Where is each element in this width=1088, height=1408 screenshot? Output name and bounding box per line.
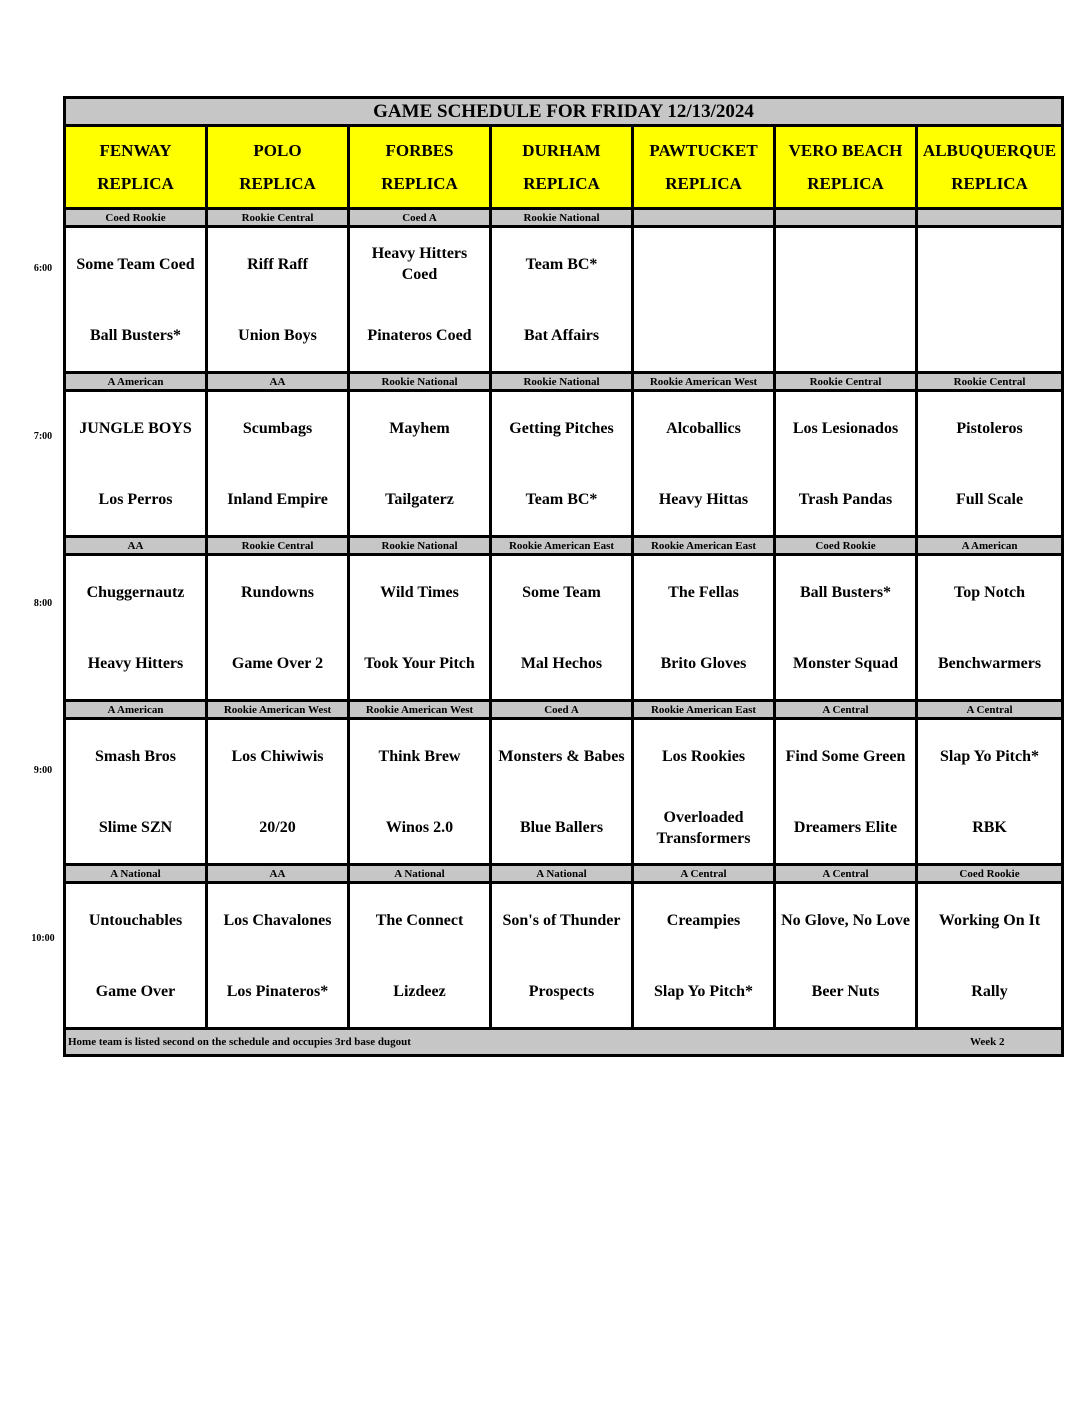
division-label	[633, 209, 775, 227]
division-label: AA	[207, 865, 349, 883]
home-team	[353, 628, 486, 699]
home-team-name: Bat Affairs	[523, 327, 600, 344]
away-team	[353, 392, 486, 464]
away-team-name: Los Chiwiwis	[231, 747, 324, 765]
away-team-name: Scumbags	[242, 419, 313, 437]
game-cell	[491, 391, 633, 537]
away-team-name: Mayhem	[389, 419, 450, 437]
division-label: Coed Rookie	[917, 865, 1063, 883]
game-cell	[633, 719, 775, 865]
division-label: Rookie National	[349, 537, 491, 555]
division-label: Rookie American West	[349, 701, 491, 719]
home-team-name: Rally	[971, 983, 1008, 1000]
home-team-name: Overloaded Transformers	[656, 808, 751, 847]
division-label: A Central	[633, 865, 775, 883]
schedule-table	[63, 96, 1064, 1057]
home-team	[637, 628, 770, 699]
division-label: A National	[65, 865, 207, 883]
away-team	[921, 392, 1058, 464]
home-team-name: Took Your Pitch	[364, 655, 475, 672]
home-team-name: Heavy Hittas	[658, 491, 749, 508]
venue-sub: REPLICA	[665, 174, 742, 193]
home-team-name: Game Over	[95, 983, 176, 1000]
home-team	[495, 628, 628, 699]
home-team-name: Brito Gloves	[660, 655, 747, 672]
division-label: A American	[65, 701, 207, 719]
home-team	[921, 628, 1058, 699]
away-team	[69, 556, 202, 628]
game-cell	[491, 883, 633, 1029]
away-team	[921, 720, 1058, 792]
away-team-name: Riff Raff	[247, 255, 308, 273]
away-team	[637, 556, 770, 628]
home-team-name: Slime SZN	[98, 819, 173, 836]
home-team	[353, 464, 486, 535]
away-team	[69, 228, 202, 300]
venue-header	[65, 126, 207, 209]
game-cell	[917, 391, 1063, 537]
away-team	[211, 392, 344, 464]
away-team	[637, 720, 770, 792]
title-row	[65, 98, 1063, 126]
games-row	[65, 555, 1063, 701]
away-team-name: Monsters & Babes	[498, 747, 625, 765]
game-cell	[207, 883, 349, 1029]
games-row	[65, 719, 1063, 865]
home-team-name: Ball Busters*	[89, 327, 182, 344]
time-label: 8:00	[33, 598, 53, 609]
game-cell	[349, 391, 491, 537]
home-team-name: Inland Empire	[227, 491, 328, 508]
away-team	[495, 720, 628, 792]
division-label: AA	[207, 373, 349, 391]
home-team	[921, 792, 1058, 863]
division-label: Rookie National	[491, 373, 633, 391]
home-team	[779, 628, 912, 699]
home-team	[779, 792, 912, 863]
game-cell	[633, 555, 775, 701]
away-team	[779, 556, 912, 628]
division-label: Rookie American West	[207, 701, 349, 719]
home-team	[921, 956, 1058, 1027]
game-cell	[917, 883, 1063, 1029]
away-team	[211, 556, 344, 628]
away-team-name: Find Some Green	[785, 747, 906, 765]
division-label: Rookie Central	[917, 373, 1063, 391]
venue-sub: REPLICA	[807, 174, 884, 193]
home-team	[921, 300, 1058, 371]
home-team-name: Beer Nuts	[811, 983, 880, 1000]
game-cell	[65, 391, 207, 537]
game-cell	[349, 883, 491, 1029]
away-team	[637, 884, 770, 956]
division-label: A Central	[775, 701, 917, 719]
away-team	[211, 228, 344, 300]
away-team-name: Working On It	[938, 911, 1041, 929]
away-team-name: Rundowns	[241, 583, 314, 601]
venue-name: FORBES	[385, 141, 454, 160]
home-team-name: Trash Pandas	[798, 491, 893, 508]
away-team	[779, 720, 912, 792]
home-team-name: Union Boys	[238, 327, 317, 344]
home-team	[495, 464, 628, 535]
away-team-name: Wild Times	[380, 583, 459, 601]
game-cell	[775, 227, 917, 373]
venue-name: POLO	[253, 141, 302, 160]
away-team-name: Think Brew	[378, 747, 461, 765]
game-cell	[207, 719, 349, 865]
home-team	[69, 464, 202, 535]
division-label: AA	[65, 537, 207, 555]
home-team	[211, 628, 344, 699]
away-team-name: Son's of Thunder	[502, 911, 621, 929]
away-team-name: Team BC*	[525, 255, 598, 273]
away-team	[921, 556, 1058, 628]
venue-name: PAWTUCKET	[649, 141, 758, 160]
division-label: Rookie National	[491, 209, 633, 227]
home-team	[69, 792, 202, 863]
division-label: Rookie American East	[491, 537, 633, 555]
home-team	[921, 464, 1058, 535]
games-row	[65, 227, 1063, 373]
away-team-name: The Connect	[375, 911, 464, 929]
game-cell	[633, 883, 775, 1029]
away-team	[495, 884, 628, 956]
division-label: A American	[917, 537, 1063, 555]
division-row	[65, 701, 1063, 719]
venue-sub: REPLICA	[97, 174, 174, 193]
home-team	[69, 628, 202, 699]
venue-sub: REPLICA	[523, 174, 600, 193]
away-team	[353, 720, 486, 792]
venue-sub: REPLICA	[239, 174, 316, 193]
home-team	[779, 464, 912, 535]
venue-name: DURHAM	[522, 141, 601, 160]
division-label: A National	[349, 865, 491, 883]
schedule-title: GAME SCHEDULE FOR FRIDAY 12/13/2024	[65, 98, 1063, 126]
away-team	[637, 228, 770, 300]
game-cell	[917, 555, 1063, 701]
venue-sub: REPLICA	[381, 174, 458, 193]
game-cell	[65, 883, 207, 1029]
home-team-name: Winos 2.0	[385, 819, 454, 836]
away-team-name: Heavy Hitters Coed	[371, 245, 468, 283]
home-team-name: Team BC*	[525, 491, 598, 508]
game-cell	[775, 719, 917, 865]
home-team	[637, 300, 770, 371]
division-row	[65, 209, 1063, 227]
game-cell	[65, 555, 207, 701]
venue-sub: REPLICA	[951, 174, 1028, 193]
away-team-name: Los Chavalones	[223, 911, 332, 929]
home-team-name: RBK	[972, 819, 1007, 836]
away-team	[921, 228, 1058, 300]
home-team	[211, 300, 344, 371]
away-team	[495, 228, 628, 300]
home-team-name: Game Over 2	[231, 655, 324, 672]
away-team	[779, 884, 912, 956]
home-team	[637, 464, 770, 535]
venue-name: ALBUQUERQUE	[922, 141, 1057, 160]
division-label: Rookie Central	[207, 537, 349, 555]
time-label: 7:00	[33, 431, 53, 442]
division-label: Coed Rookie	[65, 209, 207, 227]
home-team-name: Pinateros Coed	[367, 327, 472, 344]
division-label: Coed A	[349, 209, 491, 227]
away-team-name: Some Team	[522, 583, 601, 601]
game-cell	[917, 719, 1063, 865]
away-team-name: Smash Bros	[94, 747, 177, 765]
home-team-name: Benchwarmers	[937, 655, 1042, 672]
venue-header	[633, 126, 775, 209]
game-cell	[491, 719, 633, 865]
away-team	[353, 228, 486, 300]
game-cell	[633, 227, 775, 373]
away-team	[921, 884, 1058, 956]
division-label: Rookie National	[349, 373, 491, 391]
home-team	[779, 956, 912, 1027]
home-team-name: Slap Yo Pitch*	[654, 983, 753, 1000]
home-team-name: Dreamers Elite	[793, 819, 898, 836]
home-team	[637, 792, 770, 863]
venue-header-row	[65, 126, 1063, 209]
away-team	[353, 556, 486, 628]
home-team	[495, 956, 628, 1027]
games-row	[65, 883, 1063, 1029]
game-cell	[775, 555, 917, 701]
division-label: Rookie American East	[633, 537, 775, 555]
away-team	[69, 884, 202, 956]
away-team-name: Some Team Coed	[76, 255, 195, 273]
game-cell	[775, 883, 917, 1029]
venue-name: VERO BEACH	[788, 141, 903, 160]
time-label: 6:00	[33, 263, 53, 274]
venue-name: FENWAY	[99, 141, 172, 160]
venue-header	[775, 126, 917, 209]
home-team	[495, 300, 628, 371]
away-team-name: Untouchables	[88, 911, 183, 929]
home-team-name: Mal Hechos	[520, 655, 603, 672]
home-team	[779, 300, 912, 371]
away-team-name: Los Lesionados	[792, 419, 899, 437]
division-label: A American	[65, 373, 207, 391]
division-label: Rookie Central	[207, 209, 349, 227]
division-label: A Central	[917, 701, 1063, 719]
home-team	[69, 300, 202, 371]
division-label: Rookie American West	[633, 373, 775, 391]
home-team	[211, 792, 344, 863]
game-cell	[65, 719, 207, 865]
away-team	[211, 720, 344, 792]
away-team-name: Los Rookies	[661, 747, 746, 765]
venue-header	[491, 126, 633, 209]
home-team	[353, 792, 486, 863]
game-cell	[917, 227, 1063, 373]
home-team-name: 20/20	[259, 819, 296, 836]
game-cell	[207, 555, 349, 701]
home-team-name: Prospects	[528, 983, 595, 1000]
division-row	[65, 537, 1063, 555]
home-team-name: Lizdeez	[393, 983, 446, 1000]
home-team	[495, 792, 628, 863]
division-label	[917, 209, 1063, 227]
division-label: Rookie American East	[633, 701, 775, 719]
division-label	[775, 209, 917, 227]
home-team-name: Monster Squad	[792, 655, 899, 672]
away-team	[211, 884, 344, 956]
away-team-name: JUNGLE BOYS	[79, 419, 192, 437]
away-team-name: No Glove, No Love	[781, 911, 910, 929]
division-row	[65, 865, 1063, 883]
home-team	[211, 464, 344, 535]
home-team	[211, 956, 344, 1027]
game-cell	[349, 719, 491, 865]
away-team	[69, 720, 202, 792]
home-team	[637, 956, 770, 1027]
away-team	[69, 392, 202, 464]
footer-note: Home team is listed second on the schedule and occupies 3rd base dugout	[68, 1036, 411, 1048]
home-team	[69, 956, 202, 1027]
division-row	[65, 373, 1063, 391]
away-team-name: Pistoleros	[956, 419, 1023, 437]
away-team-name: Creampies	[666, 911, 741, 929]
game-cell	[349, 555, 491, 701]
division-label: Coed Rookie	[775, 537, 917, 555]
away-team	[779, 392, 912, 464]
venue-header	[917, 126, 1063, 209]
home-team-name: Tailgaterz	[385, 491, 454, 508]
away-team	[495, 556, 628, 628]
home-team-name: Los Perros	[98, 491, 173, 508]
home-team	[353, 300, 486, 371]
division-label: A National	[491, 865, 633, 883]
away-team	[495, 392, 628, 464]
away-team-name: Alcoballics	[666, 419, 741, 437]
footer-row	[65, 1029, 1063, 1056]
division-label: Rookie Central	[775, 373, 917, 391]
game-cell	[775, 391, 917, 537]
venue-header	[349, 126, 491, 209]
home-team-name: Blue Ballers	[519, 819, 604, 836]
away-team-name: Getting Pitches	[509, 419, 614, 437]
game-cell	[491, 555, 633, 701]
games-row	[65, 391, 1063, 537]
away-team	[637, 392, 770, 464]
game-cell	[349, 227, 491, 373]
away-team-name: Slap Yo Pitch*	[940, 747, 1040, 765]
away-team-name: Chuggernautz	[86, 583, 185, 601]
home-team	[353, 956, 486, 1027]
away-team	[779, 228, 912, 300]
footer-cell	[65, 1029, 1063, 1056]
away-team	[353, 884, 486, 956]
home-team-name: Full Scale	[955, 491, 1024, 508]
division-label: Coed A	[491, 701, 633, 719]
game-cell	[491, 227, 633, 373]
game-cell	[207, 227, 349, 373]
week-label: Week 2	[970, 1036, 1005, 1048]
venue-header	[207, 126, 349, 209]
home-team-name: Los Pinateros*	[226, 983, 329, 1000]
game-cell	[207, 391, 349, 537]
home-team-name: Heavy Hitters	[87, 655, 184, 672]
time-label: 9:00	[33, 765, 53, 776]
division-label: A Central	[775, 865, 917, 883]
time-label: 10:00	[31, 933, 55, 944]
away-team-name: Top Notch	[954, 583, 1026, 601]
away-team-name: Ball Busters*	[799, 583, 892, 601]
away-team-name: The Fellas	[668, 583, 739, 601]
game-cell	[633, 391, 775, 537]
game-cell	[65, 227, 207, 373]
